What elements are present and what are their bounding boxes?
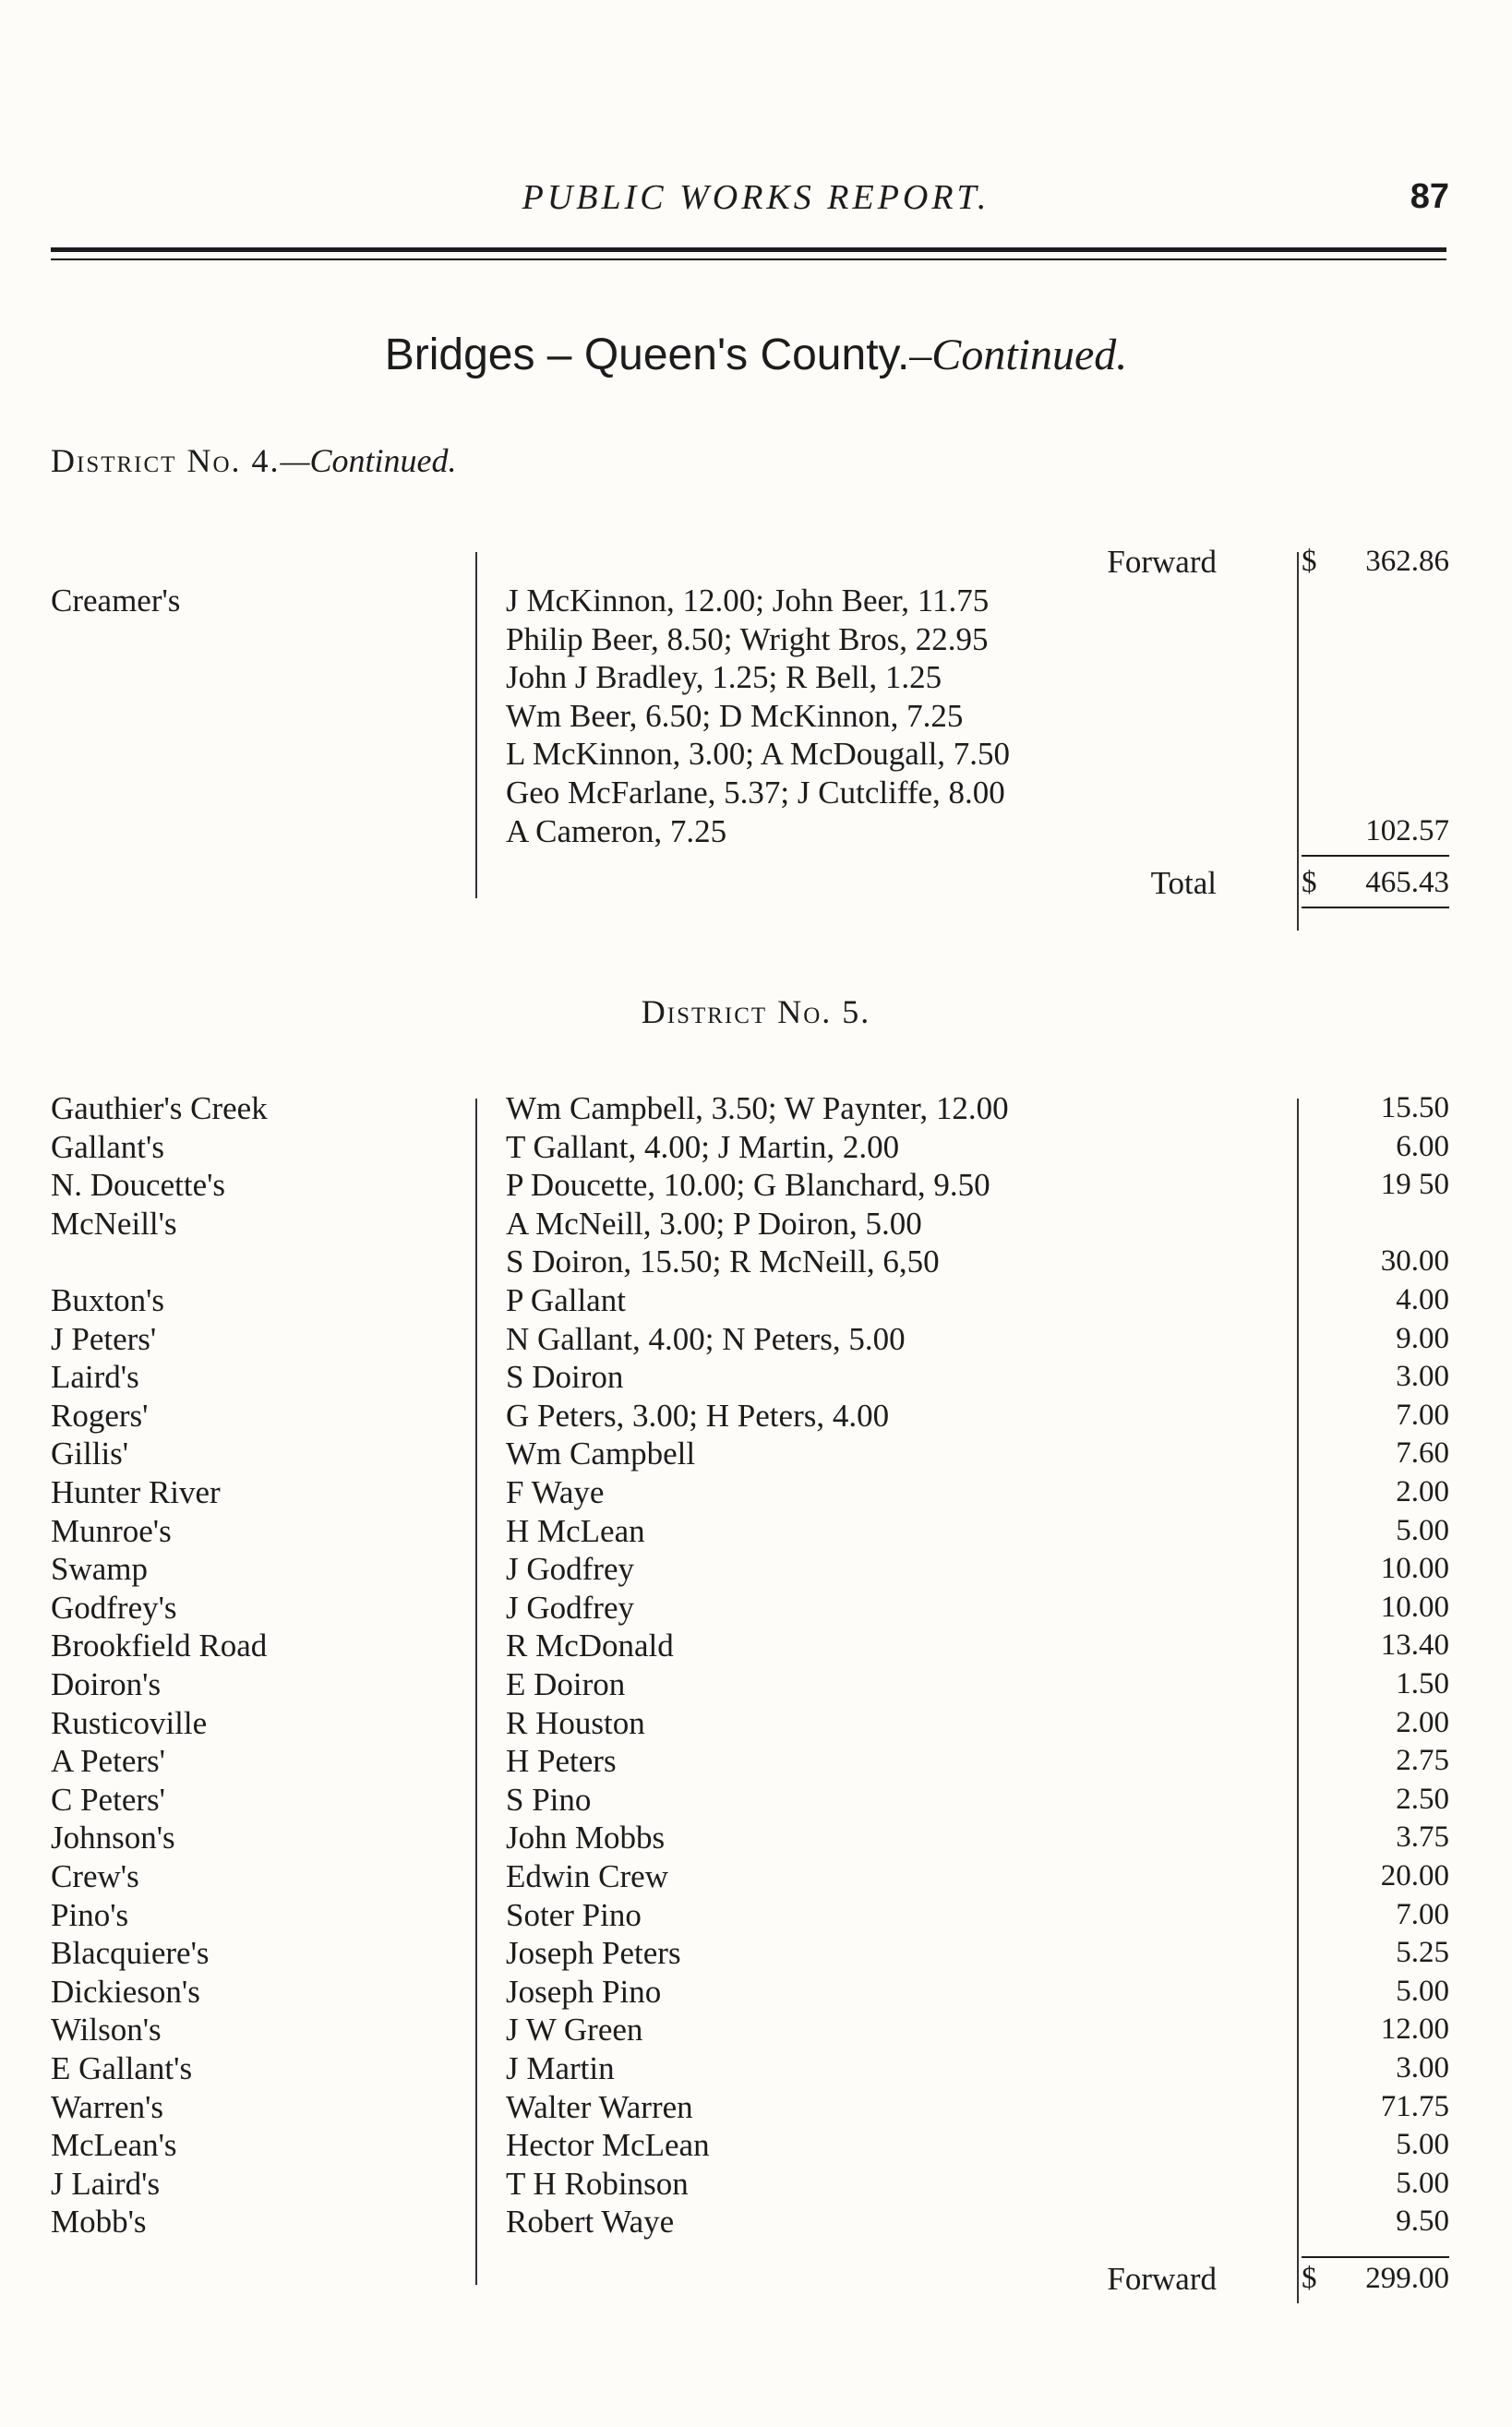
amount: 7.00 — [1396, 1398, 1449, 1432]
amount: 12.00 — [1380, 2012, 1449, 2047]
district-4-detail-line: Wm Beer, 6.50; D McKinnon, 7.25 — [506, 697, 964, 734]
district-4-total-amount: 465.43 — [1365, 866, 1449, 899]
district-4-label: District No. 4. — [51, 442, 281, 479]
header-rule-thin — [51, 258, 1446, 260]
bridge-name: Gillis' — [51, 1436, 129, 1472]
amount: 20.00 — [1380, 1859, 1449, 1892]
bridge-name: Godfrey's — [51, 1589, 177, 1626]
payee-detail: A McNeill, 3.00; P Doiron, 5.00 — [506, 1205, 922, 1242]
bridge-name: Gauthier's Creek — [51, 1090, 268, 1126]
district-4-bridge-name: Creamer's — [51, 583, 181, 619]
payee-detail: Hector McLean — [506, 2127, 710, 2164]
amount: 1.50 — [1396, 1667, 1449, 1700]
district-4-detail-line: J McKinnon, 12.00; John Beer, 11.75 — [506, 583, 990, 619]
payee-detail: P Doucette, 10.00; G Blanchard, 9.50 — [506, 1167, 990, 1204]
bridge-name: Johnson's — [51, 1820, 175, 1856]
payee-detail: J Godfrey — [506, 1551, 634, 1588]
amount: 2.75 — [1396, 1744, 1449, 1778]
amount: 2.00 — [1396, 1705, 1449, 1739]
amount: 5.25 — [1396, 1936, 1449, 1970]
payee-detail: Joseph Peters — [506, 1935, 681, 1972]
bridge-name: Gallant's — [51, 1128, 164, 1165]
bridge-name: N. Doucette's — [51, 1167, 226, 1204]
district-5-column-rule-left — [475, 1099, 477, 2285]
section-title — [0, 330, 1512, 380]
amount: 10.00 — [1380, 1552, 1449, 1586]
amount: 30.00 — [1380, 1244, 1449, 1279]
page-number: 87 — [1410, 177, 1449, 216]
amount: 19 50 — [1380, 1168, 1449, 1202]
payee-detail: T H Robinson — [506, 2165, 689, 2202]
payee-detail: E Doiron — [506, 1666, 626, 1702]
payee-detail: Wm Campbell, 3.50; W Paynter, 12.00 — [506, 1090, 1009, 1126]
district-4-detail-line: A Cameron, 7.25 — [506, 812, 727, 849]
payee-detail: R Houston — [506, 1704, 645, 1741]
payee-detail: T Gallant, 4.00; J Martin, 2.00 — [506, 1128, 900, 1165]
bridge-name: Doiron's — [51, 1666, 162, 1702]
payee-detail: Joseph Pino — [506, 1973, 662, 2010]
payee-detail: H McLean — [506, 1512, 645, 1549]
amount: 7.60 — [1396, 1436, 1449, 1471]
bridge-name: Rusticoville — [51, 1704, 208, 1741]
district-4-subtotal-rule — [1302, 855, 1449, 857]
bridge-name: Mobb's — [51, 2204, 147, 2241]
payee-detail: J Godfrey — [506, 1589, 634, 1626]
district-4-total-rule — [1302, 907, 1449, 908]
district-4-forward-label: Forward — [1107, 544, 1217, 580]
district-4-subtotal: 102.57 — [1365, 814, 1449, 847]
district-4-detail-line: L McKinnon, 3.00; A McDougall, 7.50 — [506, 736, 1011, 773]
district-5-forward-dollar: $ — [1302, 2262, 1317, 2295]
bridge-name: McLean's — [51, 2127, 177, 2164]
section-title-main: Bridges – Queen's County. — [384, 330, 910, 379]
amount: 5.00 — [1396, 2166, 1449, 2200]
district-4-detail-line: Philip Beer, 8.50; Wright Bros, 22.95 — [506, 620, 989, 657]
payee-detail: Wm Campbell — [506, 1436, 696, 1472]
district-4-heading — [51, 441, 457, 480]
district-4-continued: —Continued. — [280, 442, 457, 479]
bridge-name: Pino's — [51, 1896, 129, 1933]
running-title: PUBLIC WORKS REPORT. — [522, 178, 990, 217]
payee-detail: Edwin Crew — [506, 1858, 668, 1894]
amount: 4.00 — [1396, 1283, 1449, 1316]
amount: 2.50 — [1396, 1782, 1449, 1816]
district-5-forward-label: Forward — [1107, 2261, 1217, 2297]
amount: 5.00 — [1396, 2128, 1449, 2162]
bridge-name: Rogers' — [51, 1397, 149, 1434]
amount: 2.00 — [1396, 1475, 1449, 1508]
district-4-total-label: Total — [1150, 865, 1217, 901]
district-4-detail-line: Geo McFarlane, 5.37; J Cutcliffe, 8.00 — [506, 775, 1005, 811]
payee-detail: Soter Pino — [506, 1896, 642, 1933]
payee-detail: S Doiron, 15.50; R McNeill, 6,50 — [506, 1244, 940, 1280]
amount: 7.00 — [1396, 1897, 1449, 1931]
amount: 3.75 — [1396, 1820, 1449, 1855]
bridge-name: Wilson's — [51, 2012, 162, 2049]
district-4-detail-line: John J Bradley, 1.25; R Bell, 1.25 — [506, 659, 942, 696]
district-4-column-rule-left — [475, 552, 477, 898]
bridge-name: Laird's — [51, 1359, 139, 1396]
district-4-total-dollar: $ — [1302, 866, 1317, 899]
payee-detail: S Pino — [506, 1781, 592, 1818]
payee-detail: Robert Waye — [506, 2204, 675, 2241]
payee-detail: H Peters — [506, 1743, 617, 1780]
payee-detail: P Gallant — [506, 1282, 626, 1318]
amount: 9.50 — [1396, 2205, 1449, 2239]
payee-detail: J W Green — [506, 2012, 643, 2049]
amount: 10.00 — [1380, 1590, 1449, 1624]
district-4-forward-dollar: $ — [1302, 545, 1317, 578]
amount: 15.50 — [1380, 1091, 1449, 1124]
bridge-name: E Gallant's — [51, 2050, 193, 2086]
bridge-name: C Peters' — [51, 1781, 165, 1818]
amount: 71.75 — [1380, 2089, 1449, 2123]
bridge-name: Blacquiere's — [51, 1935, 210, 1972]
payee-detail: S Doiron — [506, 1359, 624, 1396]
header-rule-thick — [51, 247, 1446, 252]
amount: 3.00 — [1396, 2051, 1449, 2085]
district-4-column-rule-right — [1297, 552, 1299, 931]
bridge-name: McNeill's — [51, 1205, 177, 1242]
payee-detail: G Peters, 3.00; H Peters, 4.00 — [506, 1397, 890, 1434]
amount: 3.00 — [1396, 1360, 1449, 1394]
amount: 5.00 — [1396, 1974, 1449, 2008]
payee-detail: N Gallant, 4.00; N Peters, 5.00 — [506, 1320, 906, 1357]
district-5-column-rule-right — [1297, 1099, 1299, 2303]
payee-detail: Walter Warren — [506, 2088, 693, 2125]
district-5-heading: District No. 5. — [641, 993, 871, 1030]
bridge-name: Buxton's — [51, 1282, 164, 1318]
bridge-name: Munroe's — [51, 1512, 172, 1549]
section-title-continued: –Continued. — [909, 330, 1128, 379]
payee-detail: J Martin — [506, 2050, 615, 2086]
bridge-name: J Laird's — [51, 2165, 161, 2202]
bridge-name: J Peters' — [51, 1320, 157, 1357]
amount: 9.00 — [1396, 1321, 1449, 1355]
amount: 5.00 — [1396, 1513, 1449, 1547]
bridge-name: A Peters' — [51, 1743, 165, 1780]
bridge-name: Brookfield Road — [51, 1628, 268, 1664]
amount: 13.40 — [1380, 1628, 1449, 1663]
payee-detail: R McDonald — [506, 1628, 674, 1664]
bridge-name: Crew's — [51, 1858, 139, 1894]
bridge-name: Swamp — [51, 1551, 148, 1588]
district-5-forward-rule — [1302, 2256, 1449, 2258]
bridge-name: Warren's — [51, 2088, 164, 2125]
district-5-forward-amount: 299.00 — [1365, 2262, 1449, 2295]
amount: 6.00 — [1396, 1129, 1449, 1163]
payee-detail: John Mobbs — [506, 1820, 666, 1856]
bridge-name: Hunter River — [51, 1474, 221, 1510]
district-4-forward-amount: 362.86 — [1365, 545, 1449, 578]
bridge-name: Dickieson's — [51, 1973, 200, 2010]
payee-detail: F Waye — [506, 1474, 605, 1510]
